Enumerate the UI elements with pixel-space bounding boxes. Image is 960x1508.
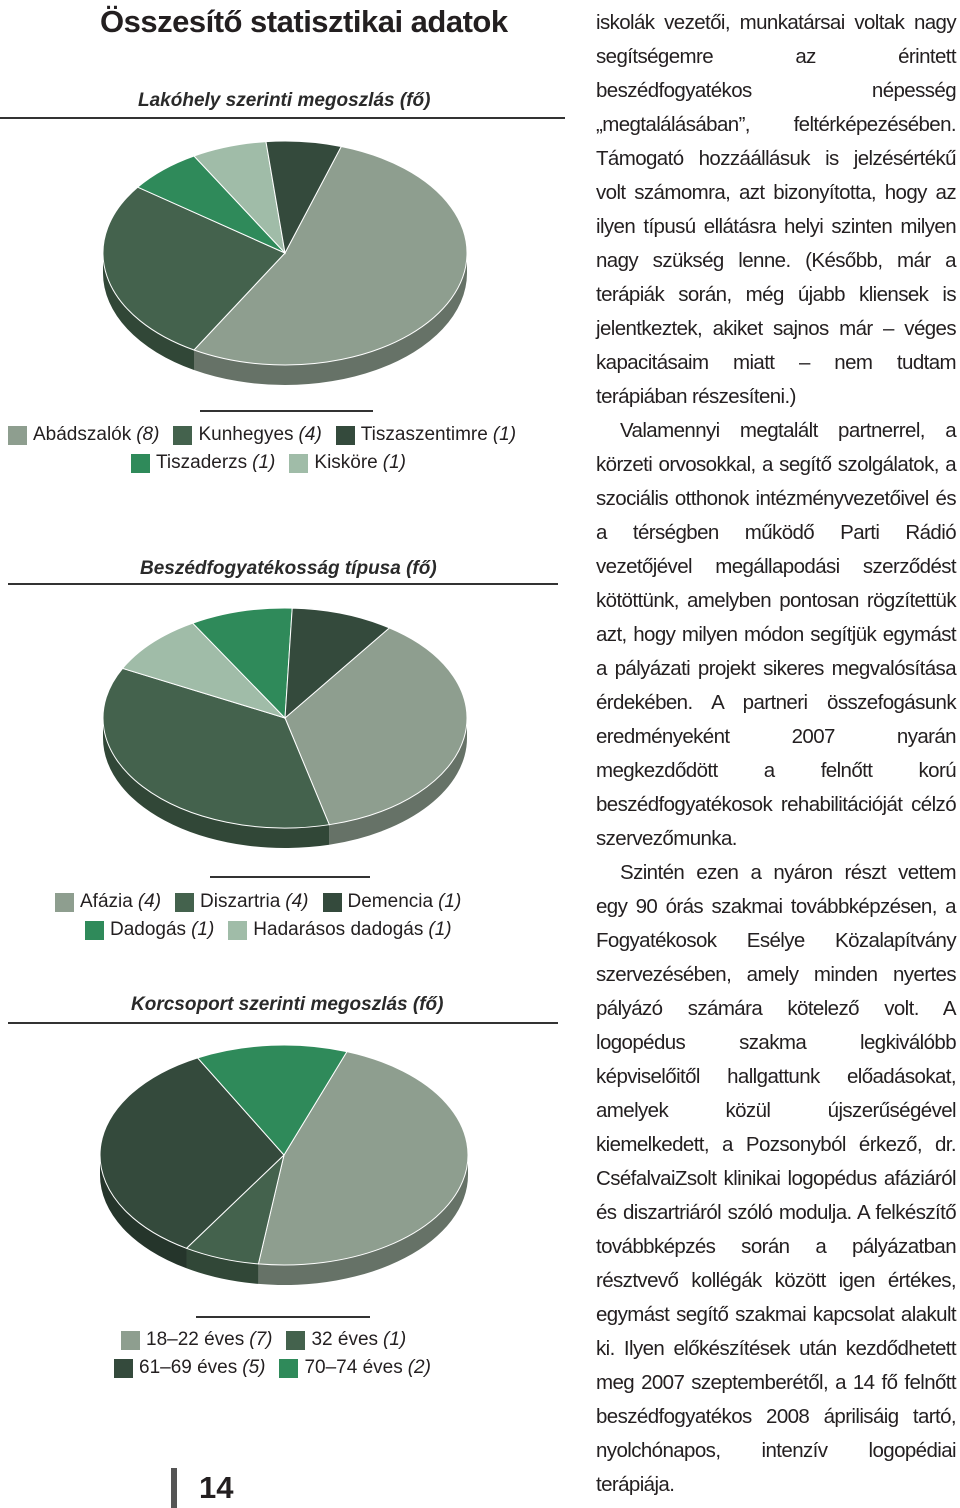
- legend-item: [289, 452, 406, 474]
- paragraph: iskolák vezetői, munkatársai voltak nagy segítségemre az érintett beszédfogyatékos népesség „megtalálásában”, feltérképezésében. Támogató hozzáállásuk is jelzésértékű volt számomra, azt bizonyította, hogy az ilyen típusú ellátásra helyi szinten milyen nagy szükség lenne. (Később, már a terápiák során, még újabb kliensek is jelentkeztek, akiket sajnos már – véges kapacitásaim miatt – nem tudtam terápiában részesíteni.): [596, 11, 956, 408]
- legend-item: [8, 424, 159, 446]
- legend-row: [131, 452, 420, 474]
- legend-item: [286, 1329, 406, 1351]
- legend-label: Tiszaderzs: [156, 452, 248, 473]
- legend-row: [55, 891, 475, 913]
- page-number: 14: [171, 1468, 233, 1508]
- pie-chart-residence: [0, 135, 575, 425]
- chart-title: Lakóhely szerinti megoszlás (fő): [138, 90, 431, 111]
- legend-count: (8): [136, 424, 160, 445]
- divider: [8, 583, 558, 585]
- legend-swatch: [55, 893, 74, 912]
- legend-count: (1): [191, 919, 215, 940]
- legend-count: (1): [382, 452, 406, 473]
- page-title: Összesítő statisztikai adatok: [100, 4, 508, 39]
- legend-count: (1): [438, 891, 462, 912]
- legend-item: [131, 452, 275, 474]
- legend-label: Hadarásos dadogás: [253, 919, 424, 940]
- pie-chart-age-group: [0, 1035, 575, 1310]
- pie-chart-speech-disorder: [0, 600, 575, 880]
- legend-count: (4): [285, 891, 309, 912]
- divider: [210, 876, 370, 878]
- legend-count: (1): [428, 919, 452, 940]
- paragraph: Szintén ezen a nyáron részt vettem egy 90 órás szakmai továbbképzésen, a Fogyatékosok Esélye Közalapítvány szervezésében, amely minden nyertes pályázó számára kötelező volt. A logopédus szakma legkiválóbb képviselőitől hallgattunk előadásokat, amelyek közül újszerűségével kiemelkedett, a Pozsonyból érkező, dr. CséfalvaiZsolt klinikai logopédus afáziáról és diszartriáról szóló modulja. A felkészítő továbbképzés során a pályázatban résztvevő kollégák között igen értékes, egymást segítő szakmai kapcsolat alakult ki. Ilyen előkészítések után kezdődhetett meg 2007 szeptemberétől, a 14 fő felnőtt beszédfogyatékos 2008 áprilisáig tartó, nyolchónapos, intenzív logopédiai terápiája.: [596, 861, 956, 1496]
- legend-item: [175, 891, 308, 913]
- legend-swatch: [175, 893, 194, 912]
- legend-label: 70–74 éves: [304, 1357, 403, 1378]
- legend-row: [114, 1357, 445, 1379]
- divider: [196, 1316, 370, 1318]
- legend-item: [336, 424, 516, 446]
- legend-count: (1): [492, 424, 517, 445]
- legend-item: [279, 1357, 430, 1379]
- legend-label: Afázia: [80, 891, 133, 912]
- legend-swatch: [173, 426, 192, 445]
- legend-swatch: [8, 426, 27, 445]
- legend-count: (4): [298, 424, 322, 445]
- divider: [8, 1022, 558, 1024]
- legend-item: [173, 424, 321, 446]
- chart-title: Korcsoport szerinti megoszlás (fő): [131, 994, 444, 1015]
- legend-row: [121, 1329, 420, 1351]
- legend-label: Abádszalók: [33, 424, 132, 445]
- legend-count: (5): [242, 1357, 266, 1378]
- legend-swatch: [131, 454, 150, 473]
- legend-label: Demencia: [347, 891, 434, 912]
- legend-item: [121, 1329, 272, 1351]
- legend-label: Kisköre: [314, 452, 378, 473]
- legend-count: (1): [252, 452, 276, 473]
- chart-title: Beszédfogyatékosság típusa (fő): [140, 558, 437, 579]
- paragraph: Valamennyi megtalált partnerrel, a körzeti orvosokkal, a segítő szolgálatok, a szociális otthonok intézményvezetőivel és a térségben működő Parti Rádió vezetőjével megállapodási szerződést kötöttünk, amelyben pontosan rögzítettük azt, hogy milyen módon segítjük egymást a pályázati projekt sikeres megvalósítása érdekében. A partneri összefogásunk eredményeként 2007 nyarán megkezdődött a felnőtt korú beszédfogyatékosok rehabilitációját célzó szervezőmunka.: [596, 419, 956, 850]
- legend-item: [323, 891, 462, 913]
- legend-item: [55, 891, 161, 913]
- divider: [200, 410, 373, 412]
- legend-item: [114, 1357, 265, 1379]
- legend-swatch: [121, 1331, 140, 1350]
- legend-swatch: [286, 1331, 305, 1350]
- legend-label: 32 éves: [311, 1329, 379, 1350]
- legend-count: (1): [383, 1329, 407, 1350]
- legend-label: Kunhegyes: [198, 424, 294, 445]
- divider: [0, 117, 565, 119]
- legend-item: [228, 919, 451, 941]
- legend-count: (2): [407, 1357, 431, 1378]
- legend-swatch: [289, 454, 308, 473]
- legend-row: [8, 424, 530, 446]
- legend-swatch: [114, 1359, 133, 1378]
- legend-swatch: [279, 1359, 298, 1378]
- legend-count: (7): [249, 1329, 273, 1350]
- legend-label: Diszartria: [200, 891, 281, 912]
- legend-swatch: [85, 921, 104, 940]
- legend-swatch: [323, 893, 342, 912]
- legend-row: [85, 919, 466, 941]
- legend-label: 18–22 éves: [146, 1329, 245, 1350]
- legend-count: (4): [137, 891, 162, 912]
- legend-swatch: [228, 921, 247, 940]
- legend-item: [85, 919, 214, 941]
- legend-label: Dadogás: [110, 919, 187, 940]
- legend-label: Tiszaszentimre: [360, 424, 488, 445]
- legend-swatch: [336, 426, 355, 445]
- legend-label: 61–69 éves: [139, 1357, 238, 1378]
- article-text: [596, 6, 956, 1502]
